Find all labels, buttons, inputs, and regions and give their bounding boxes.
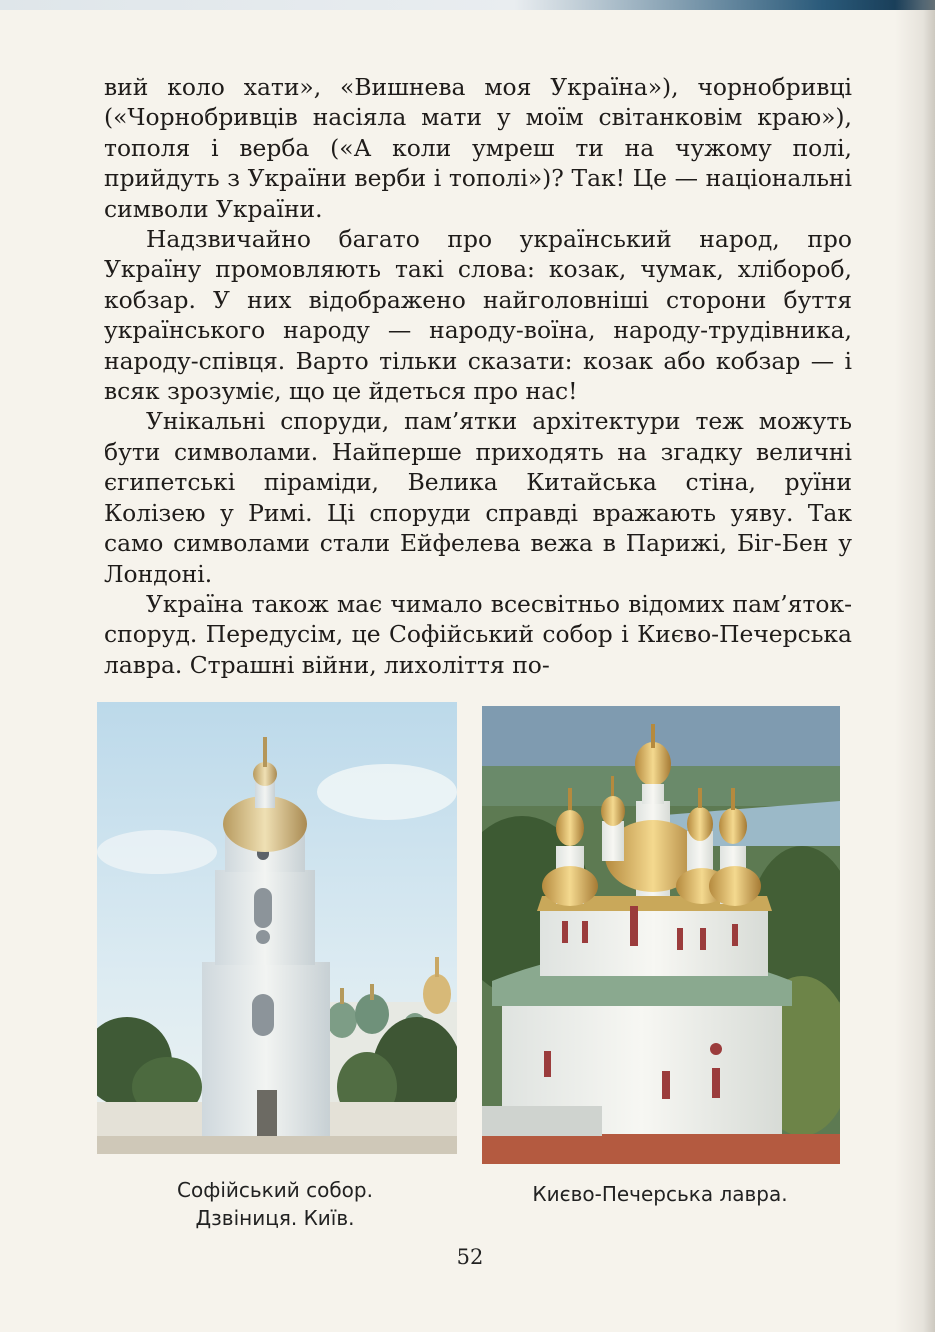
photo-sofia-cathedral	[97, 702, 457, 1154]
page-number: 52	[456, 1245, 484, 1269]
body-text	[104, 72, 852, 680]
caption-sofia-line2: Дзвіниця. Київ.	[195, 1206, 355, 1230]
scan-top-edge	[0, 0, 935, 10]
page-edge-shadow	[895, 0, 935, 1332]
paragraph-2: Надзвичайно багато про український народ, про Україну промовляють такі слова: козак, чумак, хлібороб, кобзар. У них відображено найголовніші сторони буття українського народу — народу-воїна, народу-трудівника, народу-співця. Варто тільки сказати: козак або кобзар — і всяк зрозуміє, що це йдеться про нас!	[104, 225, 852, 406]
paragraph-1: вий коло хати», «Вишнева моя Україна»), чорнобривці («Чорнобривців насіяла мати у моїм світанковім краю»), тополя і верба («А коли умреш ти на чужому полі, прийдуть з України верби і тополі»)? Так! Це — національні символи України.	[104, 73, 852, 223]
photo-kyiv-pechersk-lavra	[482, 706, 840, 1164]
caption-kyiv-pechersk-lavra: Києво-Печерська лавра.	[532, 1182, 788, 1206]
caption-sofia-line1: Софійський собор.	[177, 1178, 373, 1202]
caption-sofia-cathedral	[150, 1176, 400, 1232]
paragraph-4: Україна також має чимало всесвітньо відомих пам’яток-споруд. Передусім, це Софійський собор і Києво-Печерська лавра. Страшні війни, лихоліття по-	[104, 589, 852, 679]
paragraph-3: Унікальні споруди, пам’ятки архітектури теж можуть бути символами. Найперше приходять на згадку величні єгипетські піраміди, Велика Китайська стіна, руїни Колізею у Римі. Ці споруди справді вражають уяву. Так само символами стали Ейфелева вежа в Парижі, Біг-Бен у Лондоні.	[104, 407, 852, 588]
